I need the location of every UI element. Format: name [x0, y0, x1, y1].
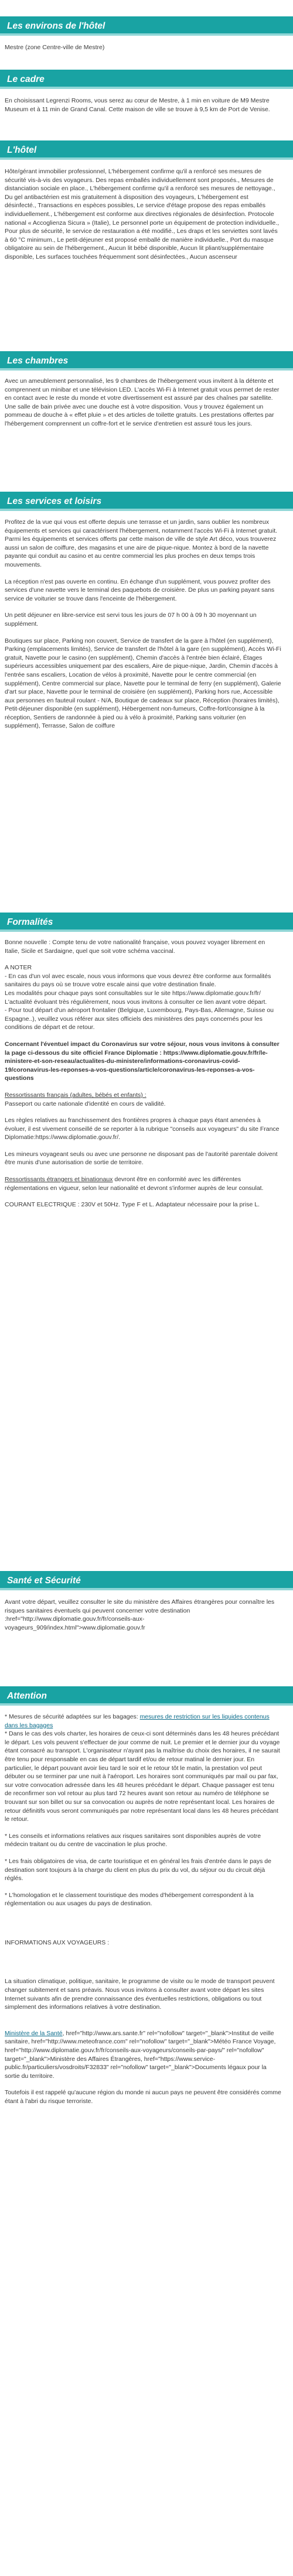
paragraph: - En cas d'un vol avec escale, nous vous informons que vous devrez être conforme aux formalités sanitaires du pays où se trouve votre escale ainsi que votre destination finale.: [5, 972, 271, 989]
coronavirus-notice: Concernant l'éventuel impact du Coronavirus sur votre séjour, nous vous invitons à consulter la page ci-dessous du site officiel France Diplomatie : https://www.diplomatie.gouv.fr/fr/le-ministere-et-son-reseau/actualites-du-ministere/informations-coronavirus-covid-19/coronavirus-les-reponses-a-vos-questions/article/coronavirus-les-reponses-a-vos-questions: [5, 1040, 280, 1082]
section-header-services: [0, 492, 293, 511]
paragraph: Avec un ameublement personnalisé, les 9 chambres de l'hébergement vous invitent à la détente et comprennent un minibar et une télévision LED. L'accès Wi-Fi à Internet gratuit vous permet de rester en contact avec le reste du monde et votre divertissement est assuré par des chaînes par satellite. Une salle de bain privée avec une douche est à votre disposition. Vous y trouvez également un pommeau de douche à « effet pluie » et des articles de toilette gratuits. Les prestations offertes par l'hébergement comprennent un coffre-fort et le service d'entretien est assuré tous les jours.: [5, 378, 280, 427]
paragraph: * Dans le cas des vols charter, les horaires de ceux-ci sont déterminés dans les 48 heures précédant le départ. Les vols peuvent s'effectuer de jour comme de nuit. Le premier et le dernier jour du voyage étant consacré au transport. L'organisateur n'ayant pas la maîtrise du choix des horaires, il ne saurait être tenu pour responsable en cas de départ tardif et/ou de retour matinal le dernier jour. En particulier, le départ pouvant avoir lieu tard le soir et le retour tôt le matin, la prestation vol peut débuter ou se terminer par une nuit à l'aéroport. Les horaires sont communiqués par mail ou par fax, sur votre convocation adressée dans les 48 heures précédant le départ. Chaque passager est tenu de reconfirmer son vol retour au plus tard 72 heures avant son retour au numéro de téléphone se trouvant sur son billet ou sur sa convocation ou auprès de notre représentant local. Les horaires de retour définitifs vous seront communiqués par notre représentant local dans les 48 heures précédant le retour.: [5, 1730, 280, 1823]
section-header-formalites: [0, 913, 293, 932]
section-header-sante: [0, 1571, 293, 1590]
section-header-cadre: [0, 70, 293, 89]
paragraph: Les mineurs voyageant seuls ou avec une personne ne disposant pas de l'autorité parentale doivent être munis d'une autorisation de sortie de territoire.: [5, 1150, 278, 1167]
paragraph: Les règles relatives au franchissement des frontières propres à chaque pays étant amenées à évoluer, il est vivement conseillé de se reporter à la rubrique "conseils aux voyageurs" du site France Diplomatie:https://www.diplomatie.gouv.fr/.: [5, 1117, 280, 1141]
note-label: A NOTER: [5, 964, 32, 972]
paragraph: En choisissant Legrenzi Rooms, vous serez au cœur de Mestre, à 1 min en voiture de M9 Mestre Museum et à 11 min de Grand Canal. Cette maison de ville se trouve à 9,5 km de Port de Venise.: [5, 97, 270, 113]
liquids-restriction-link[interactable]: mesures de restriction sur les liquides contenus dans les bagages: [5, 1713, 270, 1729]
section-header-attention: [0, 1686, 293, 1706]
paragraph: Les modalités pour chaque pays sont consultables sur le site https://www.diplomatie.gouv.fr/fr/ L'actualité évoluant très régulièrement, nous vous invitons à consulter ce lien avant votre départ.: [5, 989, 267, 1006]
chambres-text: [5, 377, 281, 428]
formalites-text: [5, 938, 281, 1209]
paragraph: * Les conseils et informations relatives aux risques sanitaires sont disponibles auprès de votre médecin traitant ou du centre de vaccination le plus proche.: [5, 1832, 261, 1848]
paragraph: * L'homologation et le classement touristique des modes d'hébergement correspondent à la réglementation ou aux usages du pays de destination.: [5, 1891, 254, 1908]
subheading-etrangers: Ressortissants étrangers et binationaux: [5, 1176, 113, 1184]
paragraph: COURANT ELECTRIQUE : 230V et 50Hz. Type F et L. Adaptateur nécessaire pour la prise L.: [5, 1201, 260, 1209]
paragraph: Profitez de la vue qui vous est offerte depuis une terrasse et un jardin, sans oublier les nombreux équipements et services qui caractérisent l'hébergement, notamment l'accès Wi-Fi à Internet gratuit. Parmi les équipements et services offerts par cette maison de ville de style Art déco, vous trouverez aussi un salon de coiffure, des magasins et une aire de pique-nique. Montez à bord de la navette payante qui conduit au casino et au centre commercial les plus proches en deux temps trois mouvements.: [5, 519, 278, 568]
section-header-hotel: [0, 140, 293, 160]
paragraph: La réception n'est pas ouverte en continu. En échange d'un supplément, vous pouvez profiter des services d'une navette vers le terminal des paquebots de croisière. De plus un parking payant sans service de voiturier se trouve dans l'enceinte de l'hébergement.: [5, 578, 275, 602]
paragraph: Bonne nouvelle : Compte tenu de votre nationalité française, vous pouvez voyager librement en Italie, Sicile et Sardaigne, quel que soit votre schéma vaccinal.: [5, 939, 265, 955]
paragraph: [5, 1713, 281, 1730]
paragraph: La situation climatique, politique, sanitaire, le programme de visite ou le mode de transport peuvent changer subitement et sans préavis. Nous vous invitons à consulter avant votre départ les sites Internet suivants afin de prendre connaissance des éventuelles restrictions, obligations ou tout simplement des informations relatives à votre destination.: [5, 1978, 275, 2011]
section-header-chambres: [0, 351, 293, 371]
paragraph: Boutiques sur place, Parking non couvert, Service de transfert de la gare à l'hôtel (en supplément), Parking (emplacements limités), Service de transfert de l'hôtel à la gare (en supplément), Accès Wi-Fi gratuit, Navette pour le casino (en supplément), Chemin d'accès à l'entrée bien éclairé, Étages supérieurs accessibles uniquement par des escaliers, Aire de pique-nique, Jardin, Chemin d'accès à l'entrée sans escaliers, Location de vélos à proximité, Navette pour le centre commercial (en supplément), Centre commercial sur place, Navette pour le terminal de ferry (en supplément), Galerie d'art sur place, Navette pour le terminal de croisière (en supplément), Parking hors rue, Accessible aux personnes en fauteuil roulant - N/A, Boutique de cadeaux sur place, Réception (horaires limités), Petit-déjeuner disponible (en supplément), Hébergement non-fumeurs, Coffre-fort/consigne à la réception, Sentiers de randonnée à pied ou à vélo à proximité, Parking sans voiturier (en supplément), Terrasse, Salon de coiffure: [5, 637, 281, 730]
ministere-sante-link[interactable]: Ministère de la Santé: [5, 2029, 63, 2037]
sante-text: [5, 1598, 281, 1632]
environs-text: [5, 43, 281, 52]
attention-text: [5, 1713, 281, 2106]
section-title: Attention: [7, 1691, 47, 1701]
section-title: Santé et Sécurité: [7, 1576, 81, 1586]
paragraph: Toutefois il est rappelé qu'aucune région du monde ni aucun pays ne peuvent être considérés comme étant à l'abri du risque terroriste.: [5, 2089, 281, 2105]
paragraph: - Pour tout départ d'un aéroport frontalier (Belgique, Luxembourg, Pays-Bas, Allemagne, Suisse ou Espagne..), veuillez vous référer aux sites officiels des ministères des pays concernés pour les conditions de départ et de retour.: [5, 1007, 274, 1031]
paragraph-text: , href="http://www.ars.sante.fr" rel="nofollow" target="_blank">Institut de veille sanitaire, href="http://www.meteofrance.com" rel="nofollow" target="_blank">Météo France Voyage, href="http://www.diplomatie.gouv.fr/fr/conseils-aux-voyageurs/conseils-par-pays/" rel="nofollow" target="_blank">Ministère des Affaires Étrangères, href="https://www.service-public.fr/particuliers/vosdroits/F32833" rel="nofollow" target="_blank">Documents légaux pour la sortie du territoire.: [5, 2029, 276, 2080]
section-title: Formalités: [7, 917, 53, 927]
section-title: L'hôtel: [7, 145, 37, 155]
services-text: [5, 518, 281, 730]
section-title: Les chambres: [7, 356, 69, 366]
section-title: Les environs de l'hôtel: [7, 21, 105, 31]
paragraph: Un petit déjeuner en libre-service est servi tous les jours de 07 h 00 à 09 h 30 moyennant un supplément.: [5, 612, 257, 627]
paragraph: Mestre (zone Centre-ville de Mestre): [5, 44, 105, 51]
section-title: Le cadre: [7, 74, 45, 84]
paragraph: INFORMATIONS AUX VOYAGEURS :: [5, 1939, 110, 1946]
paragraph-text: * Mesures de sécurité adaptées sur les bagages:: [5, 1713, 140, 1720]
paragraph: Passeport ou carte nationale d'identité en cours de validité.: [5, 1100, 166, 1107]
paragraph: Avant votre départ, veuillez consulter le site du ministère des Affaires étrangères pour connaître les risques sanitaires éventuels qui peuvent concerner votre destination :href="http://www.diplomatie.gouv.fr/fr/conseils-aux-voyageurs_909/index.html">www.diplomatie.gouv.fr: [5, 1599, 275, 1631]
paragraph: * Les frais obligatoires de visa, de carte touristique et en général les frais d'entrée dans le pays de destination sont toujours à la charge du client en plus du prix du vol, du séjour ou du circuit déjà réglés.: [5, 1857, 271, 1882]
cadre-text: [5, 97, 281, 114]
paragraph: [5, 2029, 281, 2081]
subheading-ressortissants: Ressortissants français (adultes, bébés et enfants) :: [5, 1091, 146, 1099]
section-header-environs: [0, 16, 293, 36]
hotel-text: [5, 167, 281, 262]
paragraph: [5, 1175, 281, 1192]
paragraph-text: devront être en conformité avec les différentes réglementations en vigueur, selon leur nationalité et devront s'informer auprès de leur consulat.: [5, 1176, 264, 1192]
paragraph: Hôte/gérant immobilier professionnel, L'hébergement confirme qu'il a renforcé ses mesures de sécurité vis-à-vis des voyageurs. Des repas emballés individuellement sont proposés., Mesures de distanciation sociale en place., L'hébergement confirme qu'il a renforcé ses mesures de nettoyage., Du gel antibactérien est mis gratuitement à disposition des voyageurs, L'hébergement est désinfecté., Transactions en espèces possibles, Le service d'étage propose des repas emballés individuellement., L'hébergement est conforme aux directives régionales de désinfection. Protocole national « Accoglienza Sicura » (Italie), Le personnel porte un équipement de protection individuelle., Pour plus de sécurité, le service de restauration a été modifié., Les draps et les serviettes sont lavés à 60 °C minimum., Le petit-déjeuner est proposé emballé de manière individuelle., Port du masque obligatoire au sein de l'hébergement., Aucun lit bébé disponible, Aucun lit pliant/supplémentaire disponible, Les surfaces touchées fréquemment sont désinfectées., Aucun ascenseur: [5, 168, 280, 260]
section-title: Les services et loisirs: [7, 496, 102, 506]
